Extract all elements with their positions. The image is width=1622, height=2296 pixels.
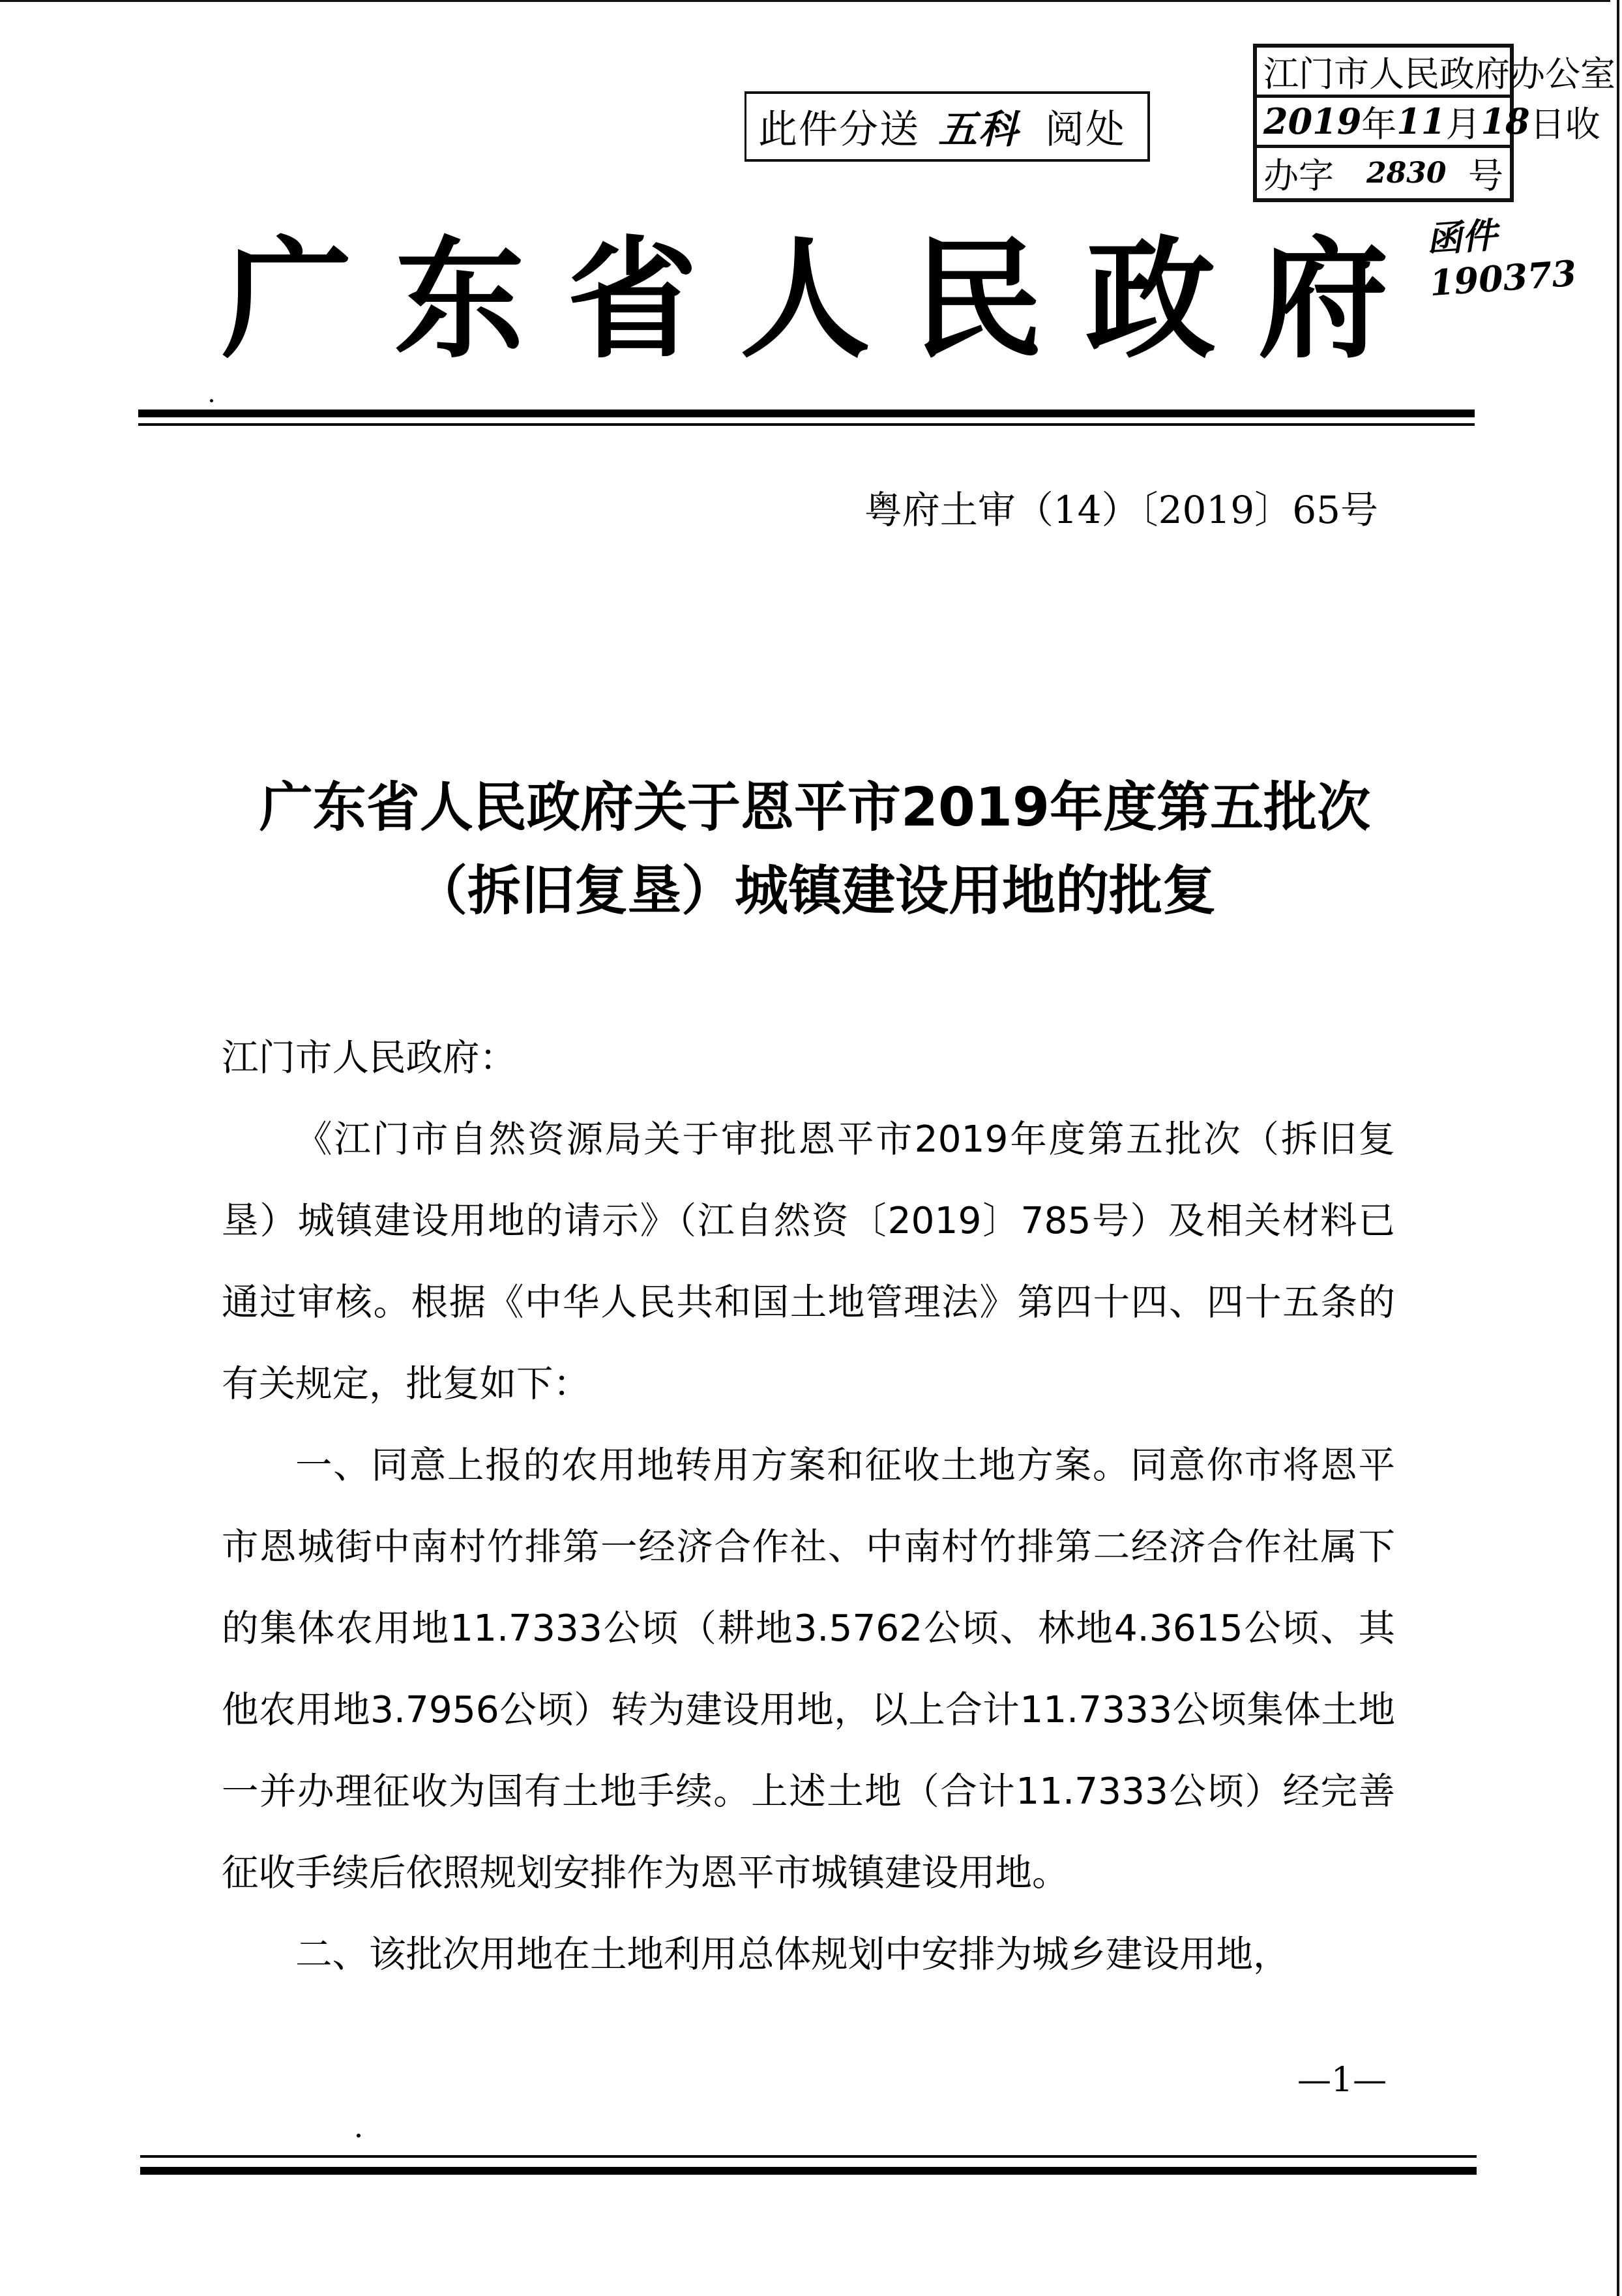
masthead-char: 广 — [222, 223, 353, 376]
masthead-rule-thin — [138, 423, 1475, 426]
masthead-rule-thick — [138, 410, 1475, 417]
receipt-stamp-date — [1257, 98, 1600, 148]
title-line-2: （拆旧复垦）城镇建设用地的批复 — [413, 860, 1216, 922]
receipt-month: 11 — [1396, 100, 1446, 142]
handwritten-note: 函件190373 — [1425, 214, 1578, 305]
page-number: —1— — [1297, 2061, 1387, 2100]
receipt-stamp-office — [1257, 48, 1615, 98]
scan-edge-top — [0, 0, 1610, 2]
document-number: 粤府土审（14）〔2019〕65号 — [864, 488, 1378, 532]
body-paragraph: 一、同意上报的农用地转用方案和征收土地方案。同意你市将恩平市恩城街中南村竹排第一经济合作社、中南村竹排第二经济合作社属下的集体农用地11.7333公顷（耕地3.5762公顷、林地4.3615公顷、其他农用地3.7956公顷）转为建设用地，以上合计11.7333公顷集体土地一并办理征收为国有土地手续。上述土地（合计11.7333公顷）经完善征收手续后依照规划安排作为恩平市城镇建设用地。 — [222, 1444, 1395, 1894]
receipt-office-label: 江门市人民政府办公室 — [1263, 53, 1615, 95]
masthead — [222, 223, 1389, 376]
masthead-char: 人 — [739, 223, 870, 376]
distribution-stamp-prefix: 此件分送 — [758, 107, 920, 153]
document-body — [222, 1017, 1395, 1995]
receipt-year: 2019 — [1263, 100, 1362, 142]
addressee: 江门市人民政府： — [222, 1037, 516, 1079]
body-paragraph: 二、该批次用地在土地利用总体规划中安排为城乡建设用地， — [295, 1933, 1290, 1976]
masthead-char: 民 — [912, 223, 1043, 376]
footer-rule-thin — [140, 2155, 1477, 2158]
body-paragraph: 《江门市自然资源局关于审批恩平市2019年度第五批次（拆旧复垦）城镇建设用地的请示》（江自然资〔2019〕785号）及相关材料已通过审核。根据《中华人民共和国土地管理法》第四十四、四十五条的有关规定，批复如下： — [222, 1118, 1395, 1405]
masthead-char: 政 — [1085, 223, 1216, 376]
receipt-day-label: 日收 — [1529, 103, 1600, 145]
masthead-char: 东 — [394, 223, 525, 376]
footer-rule-thick — [140, 2167, 1477, 2175]
scan-speck — [357, 2134, 361, 2138]
scan-edge-right — [1617, 0, 1619, 2296]
receipt-stamp-number — [1257, 148, 1510, 198]
receipt-number-suffix: 号 — [1468, 155, 1503, 196]
distribution-stamp — [745, 91, 1150, 162]
masthead-char: 省 — [567, 223, 698, 376]
receipt-number: 2830 — [1366, 157, 1447, 190]
receipt-year-label: 年 — [1361, 103, 1397, 145]
masthead-char: 府 — [1258, 223, 1389, 376]
receipt-number-prefix: 办字 — [1263, 155, 1334, 196]
receipt-month-label: 月 — [1445, 103, 1481, 145]
distribution-stamp-handwritten-dept: 五科 — [938, 107, 1019, 153]
receipt-stamp — [1253, 44, 1615, 202]
distribution-stamp-suffix: 阅处 — [1045, 107, 1126, 153]
scan-speck — [210, 399, 213, 402]
title-line-1: 广东省人民政府关于恩平市2019年度第五批次 — [259, 777, 1371, 839]
receipt-day: 18 — [1481, 100, 1530, 142]
document-title — [196, 766, 1434, 933]
